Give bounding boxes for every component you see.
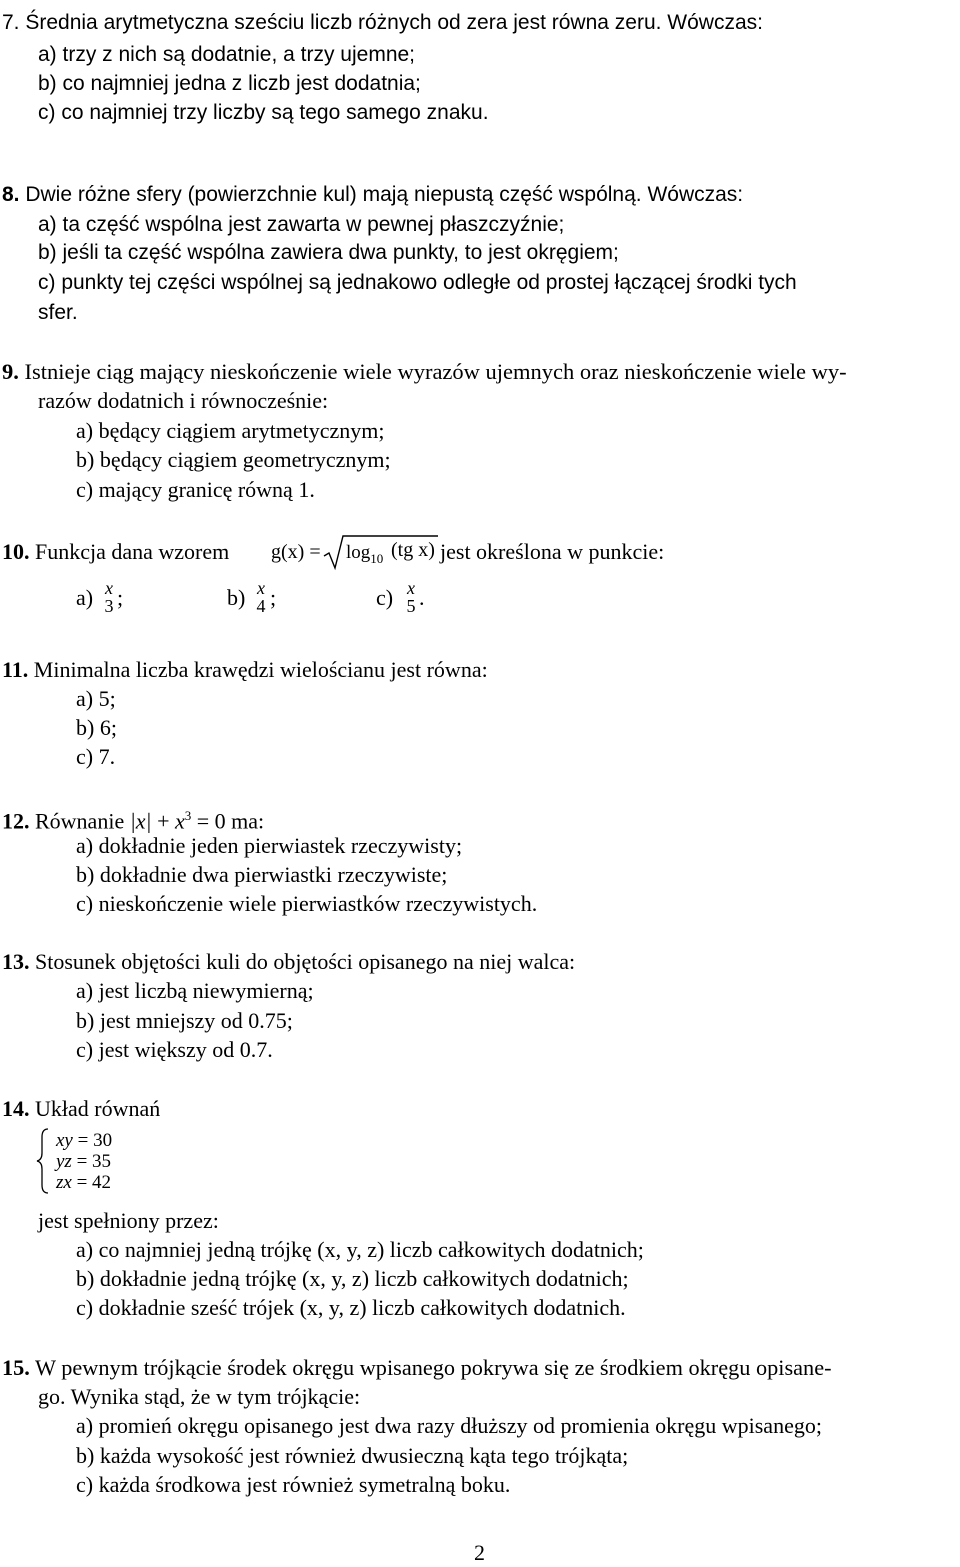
answer-a: a) ta część wspólna jest zawarta w pewnej płaszczyźnie; [38,213,565,236]
answer-c: c) jest większy od 0.7. [76,1037,273,1062]
answer-b: b) dokładnie jedną trójkę (x, y, z) liczb całkowitych dodatnich; [76,1266,629,1291]
answer-b: b) 6; [76,715,117,740]
question-13-header [2,947,575,976]
answer-c: c) każda środkowa jest również symetralną boku. [76,1472,511,1497]
equation-2: yz = 35 [56,1151,112,1172]
answer-a: a) jest liczbą niewymierną; [76,978,314,1003]
question-number: 12. [2,808,30,834]
answer-a: a) dokładnie jeden pierwiastek rzeczywisty; [76,833,463,858]
answer-b-label: b) [227,585,246,610]
question-text: Stosunek objętości kuli do objętości opisanego na niej walca: [29,949,576,974]
answer-c: c) dokładnie sześć trójek (x, y, z) liczb całkowitych dodatnich. [76,1295,626,1320]
fraction-c: x 5 [406,578,416,616]
question-text-continued: jest spełniony przez: [38,1208,219,1233]
question-number: 13. [2,949,30,974]
answer-c: c) punkty tej części wspólnej są jednakowo odległe od prostej łączącej środki tych [38,271,797,294]
equation-x: x [175,808,185,834]
formula-argument: (tg x) [391,539,435,561]
question-number: 15. [2,1355,30,1380]
question-7-header [2,8,763,37]
question-10-header [2,537,229,566]
answer-b: b) co najmniej jedna z liczb jest dodatnia; [38,72,421,95]
answer-a: a) co najmniej jedną trójkę (x, y, z) liczb całkowitych dodatnich; [76,1237,644,1262]
answer-c: c) mający granicę równą 1. [76,477,315,502]
answer-a: a) 5; [76,686,116,711]
answer-b: b) jeśli ta część wspólna zawiera dwa punkty, to jest okręgiem; [38,241,619,264]
equation-1: xy = 30 [56,1130,113,1151]
answer-b: b) jest mniejszy od 0.75; [76,1008,293,1033]
question-text: Średnia arytmetyczna sześciu liczb różnych od zera jest równa zeru. Wówczas: [19,11,763,34]
question-text-after: jest określona w punkcie: [440,539,665,564]
question-text-continued: go. Wynika stąd, że w tym trójkącie: [38,1384,361,1409]
question-text: Równanie [29,808,130,834]
answer-c: c) 7. [76,744,116,769]
question-number: 11. [2,657,29,682]
fraction-a: x 3 [104,578,114,616]
question-number: 14. [2,1096,30,1121]
answer-a-punct: ; [117,585,124,610]
answer-a-label: a) [76,585,94,610]
equation-rest: = 0 ma: [191,808,265,834]
question-number: 8. [2,183,20,206]
question-number: 9. [2,359,19,384]
answer-b: b) każda wysokość jest również dwusieczną kąta tego trójkąta; [76,1443,629,1468]
question-9-header [2,357,847,386]
answer-a: a) promień okręgu opisanego jest dwa razy dłuższy od promienia okręgu wpisanego; [76,1413,822,1438]
answer-c: c) co najmniej trzy liczby są tego samego znaku. [38,101,489,124]
answer-c-continued: sfer. [38,301,78,324]
question-number: 10. [2,539,30,564]
question-15-header [2,1353,832,1382]
equation-plus: + [151,808,175,834]
answer-a: a) trzy z nich są dodatnie, a trzy ujemne; [38,43,416,66]
answer-c-label: c) [376,585,394,610]
answer-c-punct: . [419,585,425,610]
question-text: Układ równań [29,1096,161,1121]
formula-lhs: g(x) = [271,541,321,563]
equation-3: zx = 42 [56,1172,112,1193]
question-text: Dwie różne sfery (powierzchnie kul) mają niepustą część wspólną. Wówczas: [19,183,744,206]
answer-b: b) dokładnie dwa pierwiastki rzeczywiste; [76,862,448,887]
equation-abs: |x| [129,808,152,834]
answer-a: a) będący ciągiem arytmetycznym; [76,418,385,443]
equation-exponent: 3 [184,808,192,823]
fraction-b: x 4 [256,578,266,616]
question-11-header [2,655,488,684]
formula-log: $\log_{10}$ [346,542,384,566]
answer-b: b) będący ciągiem geometrycznym; [76,447,391,472]
question-text: Istnieje ciąg mający nieskończenie wiele wyrazów ujemnych oraz nieskończenie wiele wy- [18,359,847,384]
question-text: Funkcja dana wzorem [29,539,230,564]
question-number: 7. [2,11,20,34]
question-text: W pewnym trójkącie środek okręgu wpisanego pokrywa się ze środkiem okręgu opisane- [29,1355,832,1380]
answer-b-punct: ; [270,585,277,610]
question-14-header [2,1094,160,1123]
question-text: Minimalna liczba krawędzi wielościanu jest równa: [28,657,488,682]
page-number: 2 [474,1540,485,1565]
left-brace-icon [36,1127,52,1195]
answer-c: c) nieskończenie wiele pierwiastków rzeczywistych. [76,891,538,916]
question-text-continued: razów dodatnich i równocześnie: [38,388,329,413]
question-8-header [2,180,743,209]
